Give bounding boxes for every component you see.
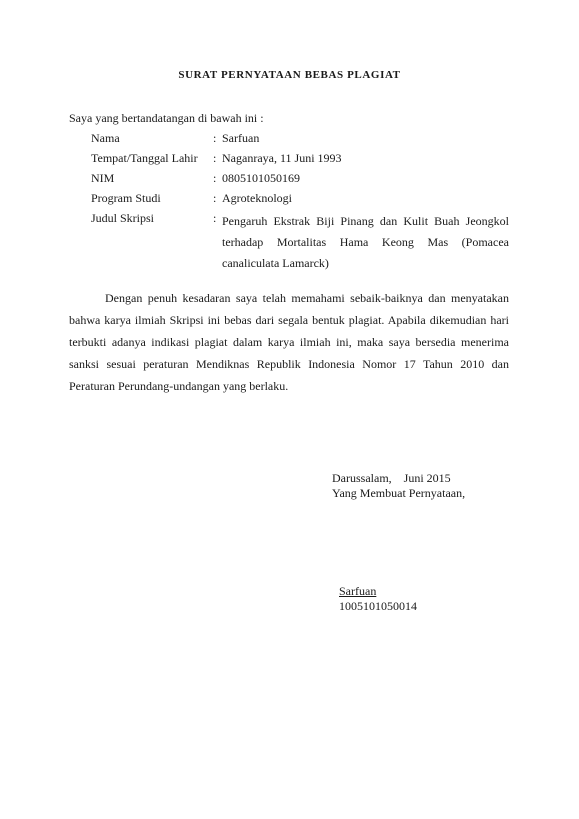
document-title: SURAT PERNYATAAN BEBAS PLAGIAT bbox=[178, 69, 401, 81]
field-colon: : bbox=[213, 191, 217, 205]
field-value-ttl: Naganraya, 11 Juni 1993 bbox=[222, 151, 342, 165]
field-label-judul: Judul Skripsi bbox=[91, 211, 155, 225]
field-label-ttl: Tempat/Tanggal Lahir bbox=[91, 151, 198, 165]
signature-place-date: Darussalam, Juni 2015 bbox=[332, 471, 451, 485]
field-value-judul bbox=[222, 211, 509, 274]
field-label-prodi: Program Studi bbox=[91, 191, 161, 205]
field-label-nama: Nama bbox=[91, 131, 120, 145]
judul-line: canaliculata Lamarck) bbox=[222, 256, 329, 270]
field-colon: : bbox=[213, 131, 217, 145]
judul-line: Pengaruh Ekstrak Biji Pinang dan Kulit Buah Jeongkol bbox=[222, 214, 509, 228]
signature-id: 1005101050014 bbox=[339, 599, 417, 613]
field-label-nim: NIM bbox=[91, 171, 115, 185]
signature-role: Yang Membuat Pernyataan, bbox=[332, 486, 466, 500]
statement-paragraph: Dengan penuh kesadaran saya telah memahami sebaik-baiknya dan menyatakan bahwa karya ilmiah Skripsi ini bebas dari segala bentuk plagiat. Apabila dikemudian hari terbukti adanya indikasi plagiat dalam karya ilmiah ini, maka saya bersedia menerima sanksi sesuai peraturan Mendiknas Republik Indonesia Nomor 17 Tahun 2010 dan Peraturan Perundang-undangan yang berlaku. bbox=[69, 291, 509, 393]
field-value-nama: Sarfuan bbox=[222, 131, 260, 145]
field-colon: : bbox=[213, 151, 217, 165]
intro-text: Saya yang bertandatangan di bawah ini : bbox=[69, 111, 264, 125]
field-value-prodi: Agroteknologi bbox=[222, 191, 292, 205]
signature-name: Sarfuan bbox=[339, 584, 377, 598]
field-value-nim: 0805101050169 bbox=[222, 171, 300, 185]
judul-line: terhadap Mortalitas Hama Keong Mas (Pomacea bbox=[222, 235, 509, 249]
field-colon: : bbox=[213, 211, 217, 225]
field-colon: : bbox=[213, 171, 217, 185]
